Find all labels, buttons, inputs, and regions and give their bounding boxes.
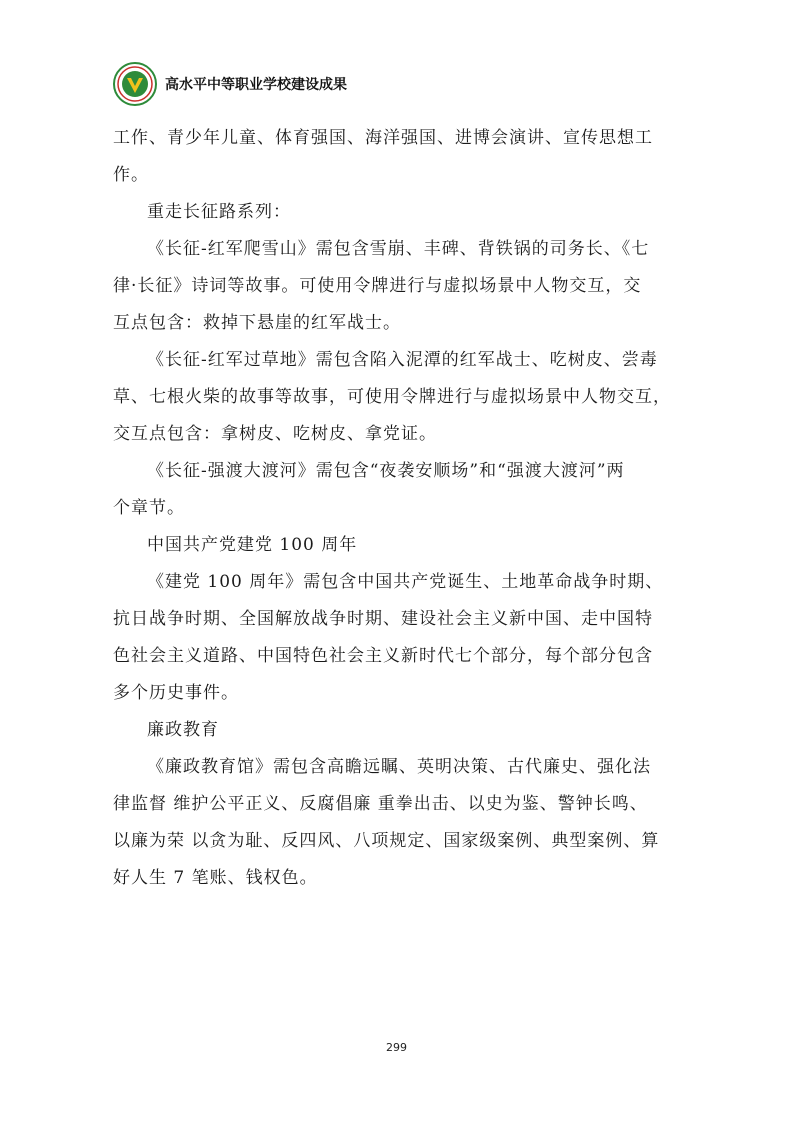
- school-logo-icon: [113, 62, 157, 106]
- text-line: 抗日战争时期、全国解放战争时期、建设社会主义新中国、走中国特: [113, 609, 653, 629]
- paragraph: [113, 231, 681, 342]
- text-line: 互点包含：救掉下悬崖的红军战士。: [113, 313, 401, 333]
- page-number: 299: [386, 1041, 407, 1054]
- text-line: 《建党 100 周年》需包含中国共产党诞生、土地革命战争时期、: [147, 572, 664, 592]
- paragraph: [113, 120, 681, 194]
- paragraph: [113, 749, 681, 897]
- page-header: [113, 62, 347, 106]
- text-line: 个章节。: [113, 498, 185, 518]
- text-line: 交互点包含：拿树皮、吃树皮、拿党证。: [113, 424, 437, 444]
- text-line: 工作、青少年儿童、体育强国、海洋强国、进博会演讲、宣传思想工: [113, 128, 653, 148]
- paragraph: [113, 564, 681, 712]
- text-line: 中国共产党建党 100 周年: [147, 535, 358, 555]
- paragraph: [113, 453, 681, 527]
- header-title: 高水平中等职业学校建设成果: [165, 77, 347, 93]
- text-line: 草、七根火柴的故事等故事，可使用令牌进行与虚拟场景中人物交互，: [113, 387, 671, 407]
- paragraph: [113, 194, 681, 231]
- paragraph: [113, 712, 681, 749]
- text-line: 好人生 7 笔账、钱权色。: [113, 868, 318, 888]
- text-line: 重走长征路系列：: [147, 202, 291, 222]
- text-line: 多个历史事件。: [113, 683, 239, 703]
- text-line: 《长征-强渡大渡河》需包含“夜袭安顺场”和“强渡大渡河”两: [147, 461, 625, 481]
- text-line: 作。: [113, 165, 149, 185]
- paragraph: [113, 527, 681, 564]
- text-line: 以廉为荣 以贪为耻、反四风、八项规定、国家级案例、典型案例、算: [113, 831, 660, 851]
- text-line: 《长征-红军过草地》需包含陷入泥潭的红军战士、吃树皮、尝毒: [147, 350, 658, 370]
- text-line: 廉政教育: [147, 720, 219, 740]
- text-line: 色社会主义道路、中国特色社会主义新时代七个部分，每个部分包含: [113, 646, 653, 666]
- text-line: 律·长征》诗词等故事。可使用令牌进行与虚拟场景中人物交互，交: [113, 276, 642, 296]
- text-line: 律监督 维护公平正义、反腐倡廉 重拳出击、以史为鉴、警钟长鸣、: [113, 794, 648, 814]
- text-line: 《廉政教育馆》需包含高瞻远瞩、英明决策、古代廉史、强化法: [147, 757, 651, 777]
- document-body: [113, 120, 681, 897]
- paragraph: [113, 342, 681, 453]
- text-line: 《长征-红军爬雪山》需包含雪崩、丰碑、背铁锅的司务长、《七: [147, 239, 650, 259]
